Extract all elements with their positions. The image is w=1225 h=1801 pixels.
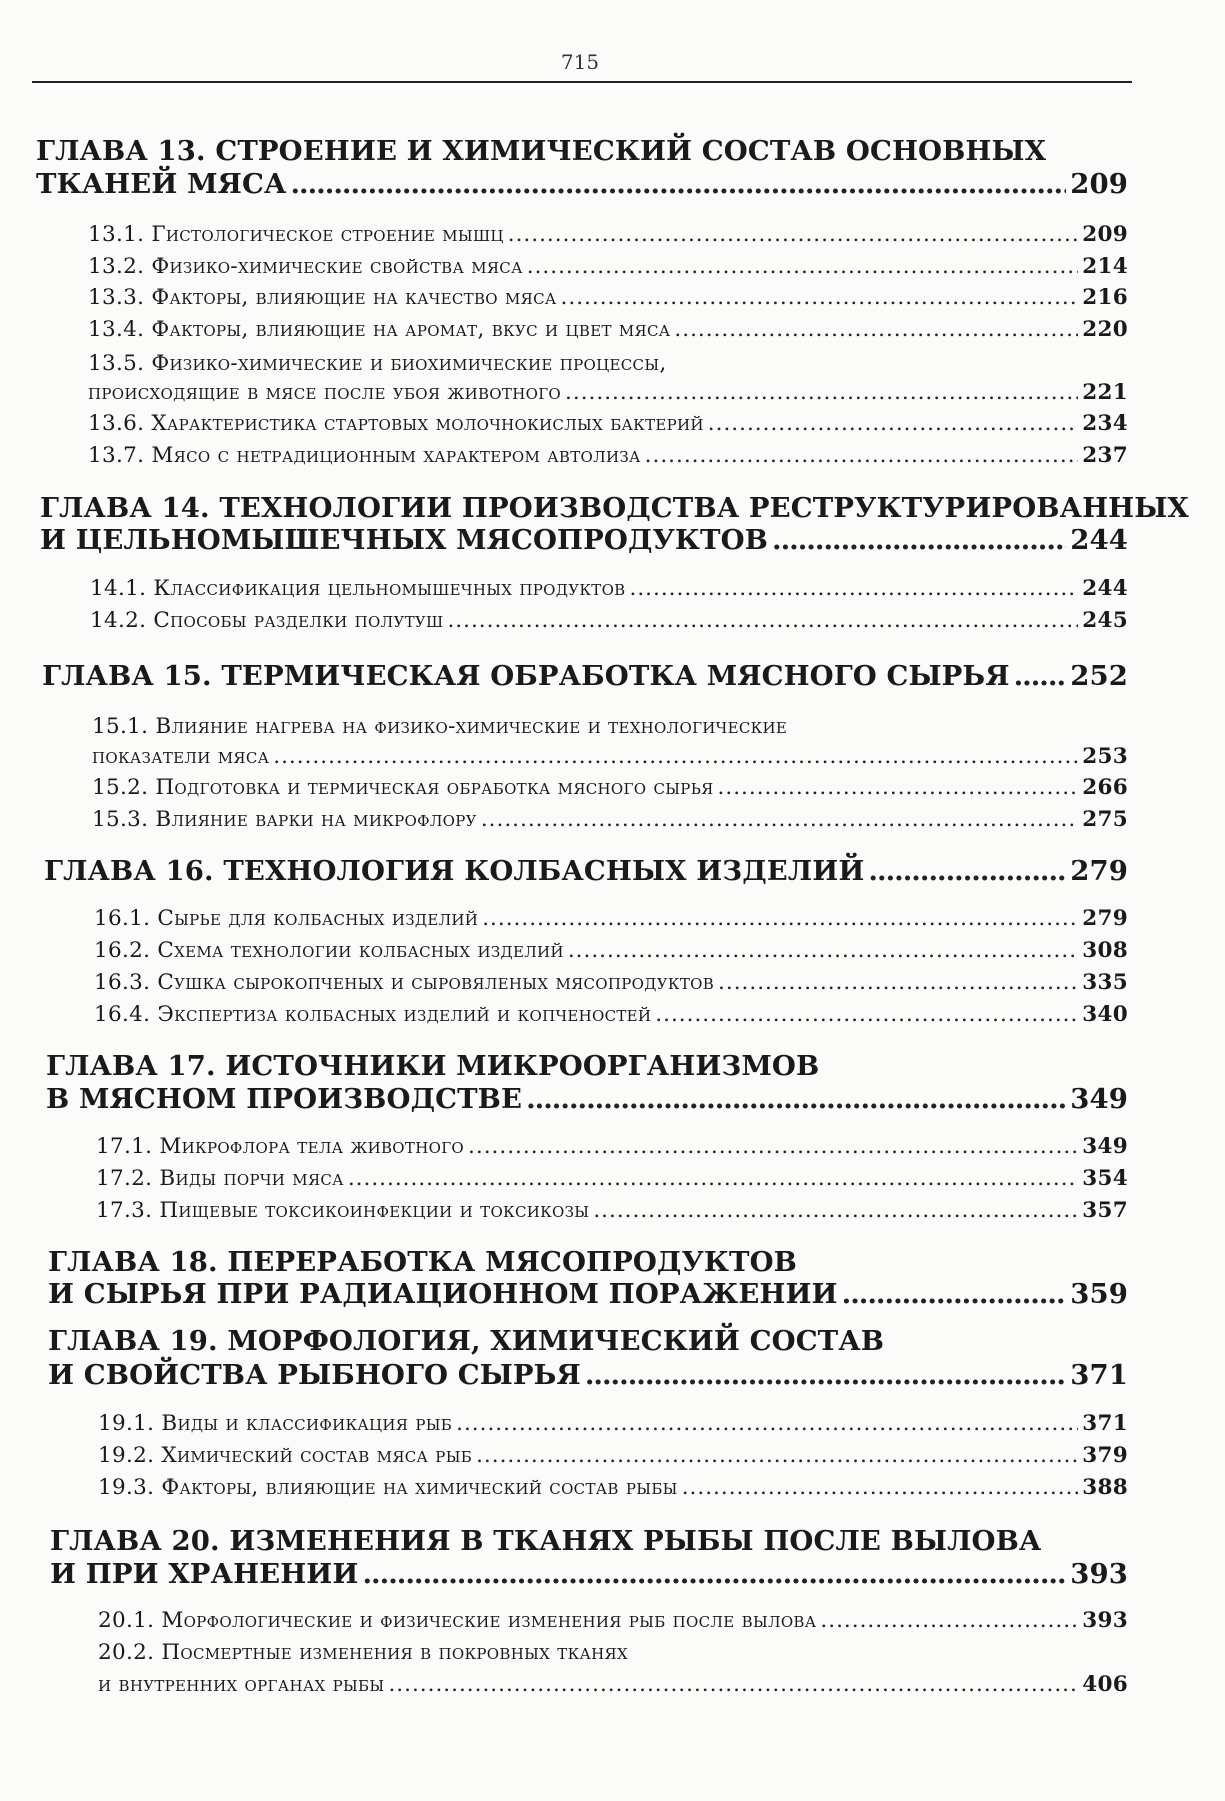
section-title: 16.2. Схема технологии колбасных изделий bbox=[94, 938, 564, 963]
leader-dots bbox=[842, 1278, 1067, 1310]
leader-dots bbox=[290, 168, 1066, 200]
chapter-20-page: 393 bbox=[1070, 1558, 1128, 1590]
chapter-13-title-line1: ГЛАВА 13. СТРОЕНИЕ И ХИМИЧЕСКИЙ СОСТАВ ОСНОВНЫХ bbox=[36, 135, 1047, 167]
section-title: 17.1. Микрофлора тела животного bbox=[96, 1134, 465, 1159]
leader-dots bbox=[273, 744, 1078, 769]
leader-dots bbox=[868, 855, 1066, 887]
section-page: 406 bbox=[1082, 1672, 1128, 1697]
section-title: показатели мяса bbox=[92, 744, 270, 769]
leader-dots bbox=[526, 1083, 1066, 1115]
section-13-2[interactable] bbox=[88, 254, 1128, 279]
leader-dots bbox=[447, 608, 1078, 633]
leader-dots bbox=[565, 380, 1078, 405]
section-page: 275 bbox=[1082, 807, 1128, 832]
leader-dots bbox=[468, 1134, 1078, 1159]
section-title: 13.4. Факторы, влияющие на аромат, вкус и цвет мяса bbox=[88, 317, 671, 342]
section-title: 16.4. Экспертиза колбасных изделий и копченостей bbox=[94, 1002, 652, 1027]
leader-dots bbox=[388, 1672, 1078, 1697]
section-15-1-line1: 15.1. Влияние нагрева на физико-химические и технологические bbox=[92, 714, 788, 739]
chapter-20-title-line2: И ПРИ ХРАНЕНИИ bbox=[50, 1558, 359, 1590]
section-page: 266 bbox=[1082, 775, 1128, 800]
chapter-14-page: 244 bbox=[1070, 524, 1128, 556]
chapter-15-entry[interactable] bbox=[42, 660, 1128, 692]
chapter-15-page: 252 bbox=[1070, 660, 1128, 692]
section-title: 17.3. Пищевые токсикоинфекции и токсикозы bbox=[96, 1198, 590, 1223]
section-17-2[interactable] bbox=[96, 1166, 1128, 1191]
section-19-3[interactable] bbox=[98, 1475, 1128, 1500]
leader-dots bbox=[630, 576, 1079, 601]
chapter-19-page: 371 bbox=[1070, 1359, 1128, 1391]
chapter-16-entry[interactable] bbox=[44, 855, 1128, 887]
chapter-18-page: 359 bbox=[1070, 1278, 1128, 1310]
section-title: 13.1. Гистологическое строение мышц bbox=[88, 222, 504, 247]
section-page: 379 bbox=[1082, 1443, 1128, 1468]
chapter-17-entry[interactable] bbox=[46, 1083, 1128, 1115]
section-14-1[interactable] bbox=[90, 576, 1128, 601]
chapter-18-entry[interactable] bbox=[48, 1278, 1128, 1310]
leader-dots bbox=[476, 1443, 1078, 1468]
section-page: 220 bbox=[1082, 317, 1128, 342]
chapter-18-title-line1: ГЛАВА 18. ПЕРЕРАБОТКА МЯСОПРОДУКТОВ bbox=[48, 1246, 797, 1278]
section-page: 237 bbox=[1082, 443, 1128, 468]
section-title: и внутренних органах рыбы bbox=[98, 1672, 385, 1697]
chapter-13-title-line2: ТКАНЕЙ МЯСА bbox=[36, 168, 287, 200]
chapter-14-entry[interactable] bbox=[40, 524, 1128, 556]
leader-dots bbox=[568, 938, 1078, 963]
leader-dots bbox=[820, 1608, 1078, 1633]
chapter-17-title-line2: В МЯСНОМ ПРОИЗВОДСТВЕ bbox=[46, 1083, 523, 1115]
section-title: 15.2. Подготовка и термическая обработка мясного сырья bbox=[92, 775, 714, 800]
page-number: 715 bbox=[560, 50, 600, 74]
section-page: 388 bbox=[1082, 1475, 1128, 1500]
section-page: 354 bbox=[1082, 1166, 1128, 1191]
chapter-17-title-line1: ГЛАВА 17. ИСТОЧНИКИ МИКРООРГАНИЗМОВ bbox=[46, 1050, 820, 1082]
leader-dots bbox=[593, 1198, 1078, 1223]
section-page: 234 bbox=[1082, 411, 1128, 436]
section-16-4[interactable] bbox=[94, 1002, 1128, 1027]
section-19-1[interactable] bbox=[98, 1411, 1128, 1436]
section-page: 349 bbox=[1082, 1134, 1128, 1159]
chapter-19-title-line2: И СВОЙСТВА РЫБНОГО СЫРЬЯ bbox=[48, 1359, 581, 1391]
leader-dots bbox=[482, 906, 1078, 931]
section-19-2[interactable] bbox=[98, 1443, 1128, 1468]
section-title: 19.3. Факторы, влияющие на химический состав рыбы bbox=[98, 1475, 678, 1500]
section-16-1[interactable] bbox=[94, 906, 1128, 931]
section-16-2[interactable] bbox=[94, 938, 1128, 963]
leader-dots bbox=[708, 411, 1078, 436]
section-title: 15.3. Влияние варки на микрофлору bbox=[92, 807, 477, 832]
section-page: 244 bbox=[1082, 576, 1128, 601]
section-title: 20.1. Морфологические и физические изменения рыб после вылова bbox=[98, 1608, 817, 1633]
section-13-5-line1: 13.5. Физико-химические и биохимические процессы, bbox=[88, 351, 667, 376]
section-page: 253 bbox=[1082, 744, 1128, 769]
leader-dots bbox=[362, 1558, 1066, 1590]
section-title: 13.6. Характеристика стартовых молочнокислых бактерий bbox=[88, 411, 704, 436]
chapter-19-title-line1: ГЛАВА 19. МОРФОЛОГИЯ, ХИМИЧЕСКИЙ СОСТАВ bbox=[48, 1325, 885, 1357]
leader-dots bbox=[645, 443, 1079, 468]
section-title: 16.3. Сушка сырокопченых и сыровяленых мясопродуктов bbox=[94, 970, 715, 995]
leader-dots bbox=[527, 254, 1078, 279]
section-title: 19.2. Химический состав мяса рыб bbox=[98, 1443, 473, 1468]
leader-dots bbox=[481, 807, 1078, 832]
section-title: 16.1. Сырье для колбасных изделий bbox=[94, 906, 479, 931]
chapter-18-title-line2: И СЫРЬЯ ПРИ РАДИАЦИОННОМ ПОРАЖЕНИИ bbox=[48, 1278, 838, 1310]
section-page: 245 bbox=[1082, 608, 1128, 633]
section-title: 13.3. Факторы, влияющие на качество мяса bbox=[88, 285, 557, 310]
chapter-16-page: 279 bbox=[1070, 855, 1128, 887]
section-17-3[interactable] bbox=[96, 1198, 1128, 1223]
section-title: 19.1. Виды и классификация рыб bbox=[98, 1411, 453, 1436]
section-15-3[interactable] bbox=[92, 807, 1128, 832]
section-13-7[interactable] bbox=[88, 443, 1128, 468]
section-17-1[interactable] bbox=[96, 1134, 1128, 1159]
section-page: 308 bbox=[1082, 938, 1128, 963]
section-page: 214 bbox=[1082, 254, 1128, 279]
chapter-20-title-line1: ГЛАВА 20. ИЗМЕНЕНИЯ В ТКАНЯХ РЫБЫ ПОСЛЕ ВЫЛОВА bbox=[50, 1525, 1042, 1557]
leader-dots bbox=[772, 524, 1066, 556]
section-page: 340 bbox=[1082, 1002, 1128, 1027]
section-13-6[interactable] bbox=[88, 411, 1128, 436]
section-page: 221 bbox=[1082, 380, 1128, 405]
section-page: 216 bbox=[1082, 285, 1128, 310]
leader-dots bbox=[508, 222, 1078, 247]
section-20-1[interactable] bbox=[98, 1608, 1128, 1633]
leader-dots bbox=[682, 1475, 1079, 1500]
section-15-1[interactable] bbox=[92, 744, 1128, 769]
section-13-4[interactable] bbox=[88, 317, 1128, 342]
leader-dots bbox=[585, 1359, 1066, 1391]
leader-dots bbox=[561, 285, 1079, 310]
section-13-5[interactable] bbox=[88, 380, 1128, 405]
chapter-20-entry[interactable] bbox=[50, 1558, 1128, 1590]
section-page: 371 bbox=[1082, 1411, 1128, 1436]
leader-dots bbox=[348, 1166, 1078, 1191]
chapter-15-title: ГЛАВА 15. ТЕРМИЧЕСКАЯ ОБРАБОТКА МЯСНОГО СЫРЬЯ bbox=[42, 660, 1010, 692]
leader-dots bbox=[674, 317, 1078, 342]
leader-dots bbox=[1014, 660, 1067, 692]
chapter-14-title-line2: И ЦЕЛЬНОМЫШЕЧНЫХ МЯСОПРОДУКТОВ bbox=[40, 524, 768, 556]
section-page: 393 bbox=[1082, 1608, 1128, 1633]
section-title: 14.2. Способы разделки полутуш bbox=[90, 608, 444, 633]
section-15-2[interactable] bbox=[92, 775, 1128, 800]
section-14-2[interactable] bbox=[90, 608, 1128, 633]
section-title: происходящие в мясе после убоя животного bbox=[88, 380, 562, 405]
section-title: 13.2. Физико-химические свойства мяса bbox=[88, 254, 523, 279]
section-16-3[interactable] bbox=[94, 970, 1128, 995]
leader-dots bbox=[718, 970, 1078, 995]
leader-dots bbox=[655, 1002, 1078, 1027]
section-20-2-line1: 20.2. Посмертные изменения в покровных тканях bbox=[98, 1640, 628, 1665]
section-title: 14.1. Классификация цельномышечных продуктов bbox=[90, 576, 626, 601]
leader-dots bbox=[718, 775, 1079, 800]
chapter-14-title-line1: ГЛАВА 14. ТЕХНОЛОГИИ ПРОИЗВОДСТВА РЕСТРУКТУРИРОВАННЫХ bbox=[40, 492, 1189, 524]
section-title: 17.2. Виды порчи мяса bbox=[96, 1166, 344, 1191]
chapter-13-entry[interactable] bbox=[36, 168, 1128, 200]
chapter-16-title: ГЛАВА 16. ТЕХНОЛОГИЯ КОЛБАСНЫХ ИЗДЕЛИЙ bbox=[44, 855, 865, 887]
section-page: 335 bbox=[1082, 970, 1128, 995]
section-page: 357 bbox=[1082, 1198, 1128, 1223]
leader-dots bbox=[456, 1411, 1078, 1436]
chapter-13-page: 209 bbox=[1070, 168, 1128, 200]
section-13-1[interactable] bbox=[88, 222, 1128, 247]
chapter-17-page: 349 bbox=[1070, 1083, 1128, 1115]
section-title: 13.7. Мясо с нетрадиционным характером автолиза bbox=[88, 443, 641, 468]
section-page: 209 bbox=[1082, 222, 1128, 247]
section-13-3[interactable] bbox=[88, 285, 1128, 310]
section-20-2[interactable] bbox=[98, 1672, 1128, 1697]
section-page: 279 bbox=[1082, 906, 1128, 931]
chapter-19-entry[interactable] bbox=[48, 1359, 1128, 1391]
